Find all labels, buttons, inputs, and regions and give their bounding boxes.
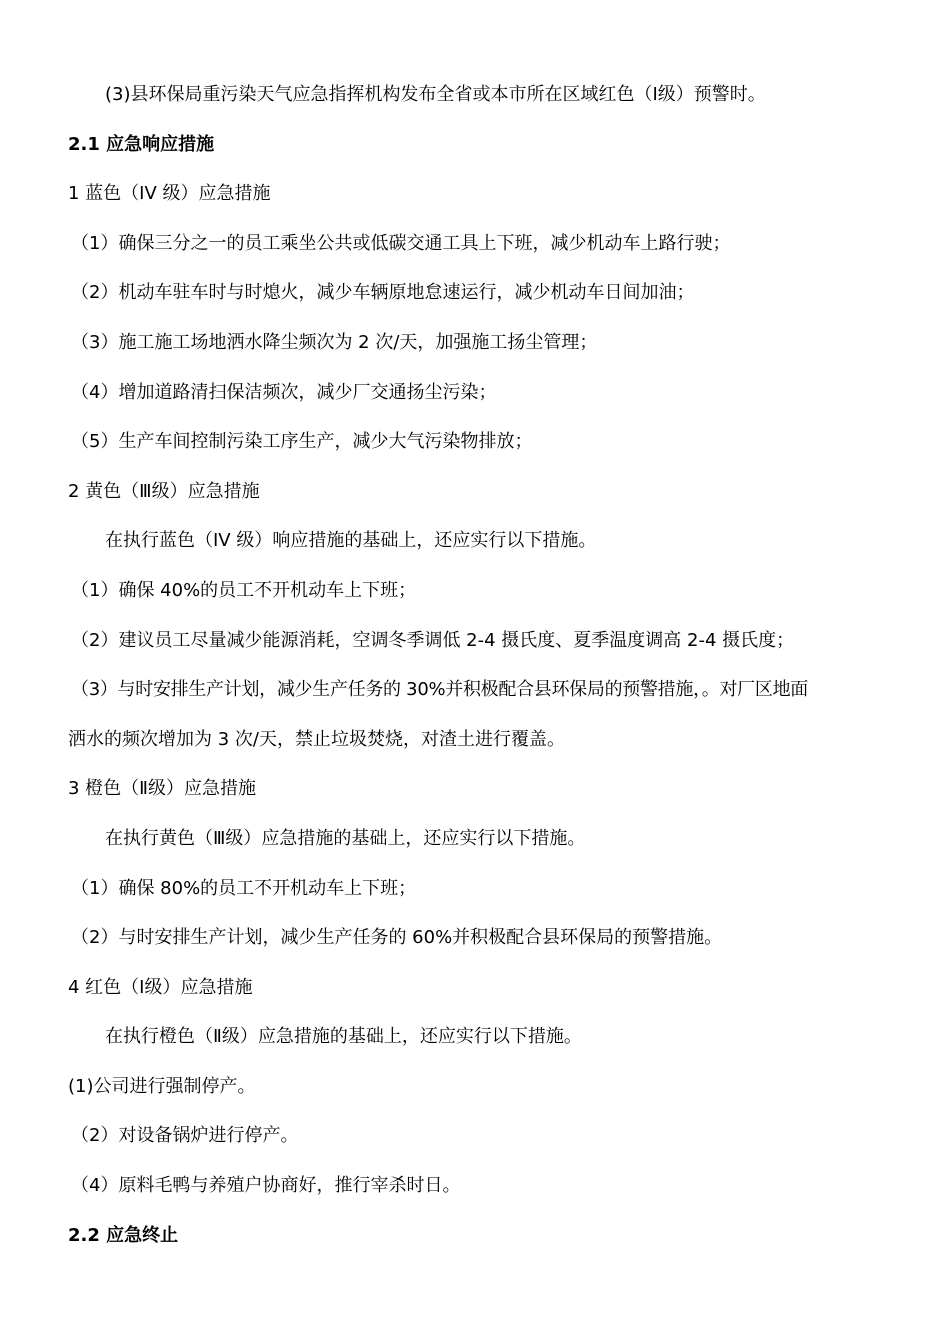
subheading-red-level: 4 红色（Ⅰ级）应急措施 — [68, 976, 253, 998]
yellow-measure-3-continued: 洒水的频次增加为 3 次/天，禁止垃圾焚烧，对渣土进行覆盖。 — [68, 728, 565, 750]
section-heading-2-2: 2.2 应急终止 — [68, 1224, 179, 1246]
blue-measure-1: （1）确保三分之一的员工乘坐公共或低碳交通工具上下班，减少机动车上路行驶； — [71, 232, 731, 254]
red-intro: 在执行橙色（Ⅱ级）应急措施的基础上，还应实行以下措施。 — [105, 1026, 582, 1048]
paragraph-warning-condition: (3)县环保局重污染天气应急指挥机构发布全省或本市所在区域红色（I级）预警时。 — [105, 84, 766, 105]
document-page — [68, 82, 888, 1272]
blue-measure-4: （4）增加道路清扫保洁频次，减少厂交通扬尘污染； — [71, 381, 497, 403]
subheading-orange-level: 3 橙色（Ⅱ级）应急措施 — [68, 778, 257, 800]
red-measure-2: （2）对设备锅炉进行停产。 — [71, 1125, 299, 1147]
subheading-blue-level: 1 蓝色（IV 级）应急措施 — [68, 183, 271, 205]
orange-measure-1: （1）确保 80%的员工不开机动车上下班； — [71, 877, 417, 899]
blue-measure-2: （2）机动车驻车时与时熄火，减少车辆原地怠速运行，减少机动车日间加油； — [71, 282, 695, 304]
orange-measure-2: （2）与时安排生产计划，减少生产任务的 60%并积极配合县环保局的预警措施。 — [71, 927, 723, 949]
yellow-intro: 在执行蓝色（IV 级）响应措施的基础上，还应实行以下措施。 — [105, 530, 597, 552]
red-measure-1: (1)公司进行强制停产。 — [68, 1075, 256, 1097]
subheading-yellow-level: 2 黄色（Ⅲ级）应急措施 — [68, 480, 260, 502]
red-measure-4: （4）原料毛鸭与养殖户协商好，推行宰杀时日。 — [71, 1175, 461, 1197]
yellow-measure-2: （2）建议员工尽量减少能源消耗，空调冬季调低 2-4 摄氏度、夏季温度调高 2-4 摄氏度； — [71, 629, 795, 651]
orange-intro: 在执行黄色（Ⅲ级）应急措施的基础上，还应实行以下措施。 — [105, 827, 586, 849]
blue-measure-5: （5）生产车间控制污染工序生产，减少大气污染物排放； — [71, 431, 533, 453]
yellow-measure-3: （3）与时安排生产计划，减少生产任务的 30%并积极配合县环保局的预警措施，。对厂区地面 — [71, 679, 808, 701]
blue-measure-3: （3）施工施工场地洒水降尘频次为 2 次/天，加强施工扬尘管理； — [71, 331, 598, 353]
yellow-measure-1: （1）确保 40%的员工不开机动车上下班； — [71, 579, 417, 601]
section-heading-2-1: 2.1 应急响应措施 — [68, 133, 215, 155]
